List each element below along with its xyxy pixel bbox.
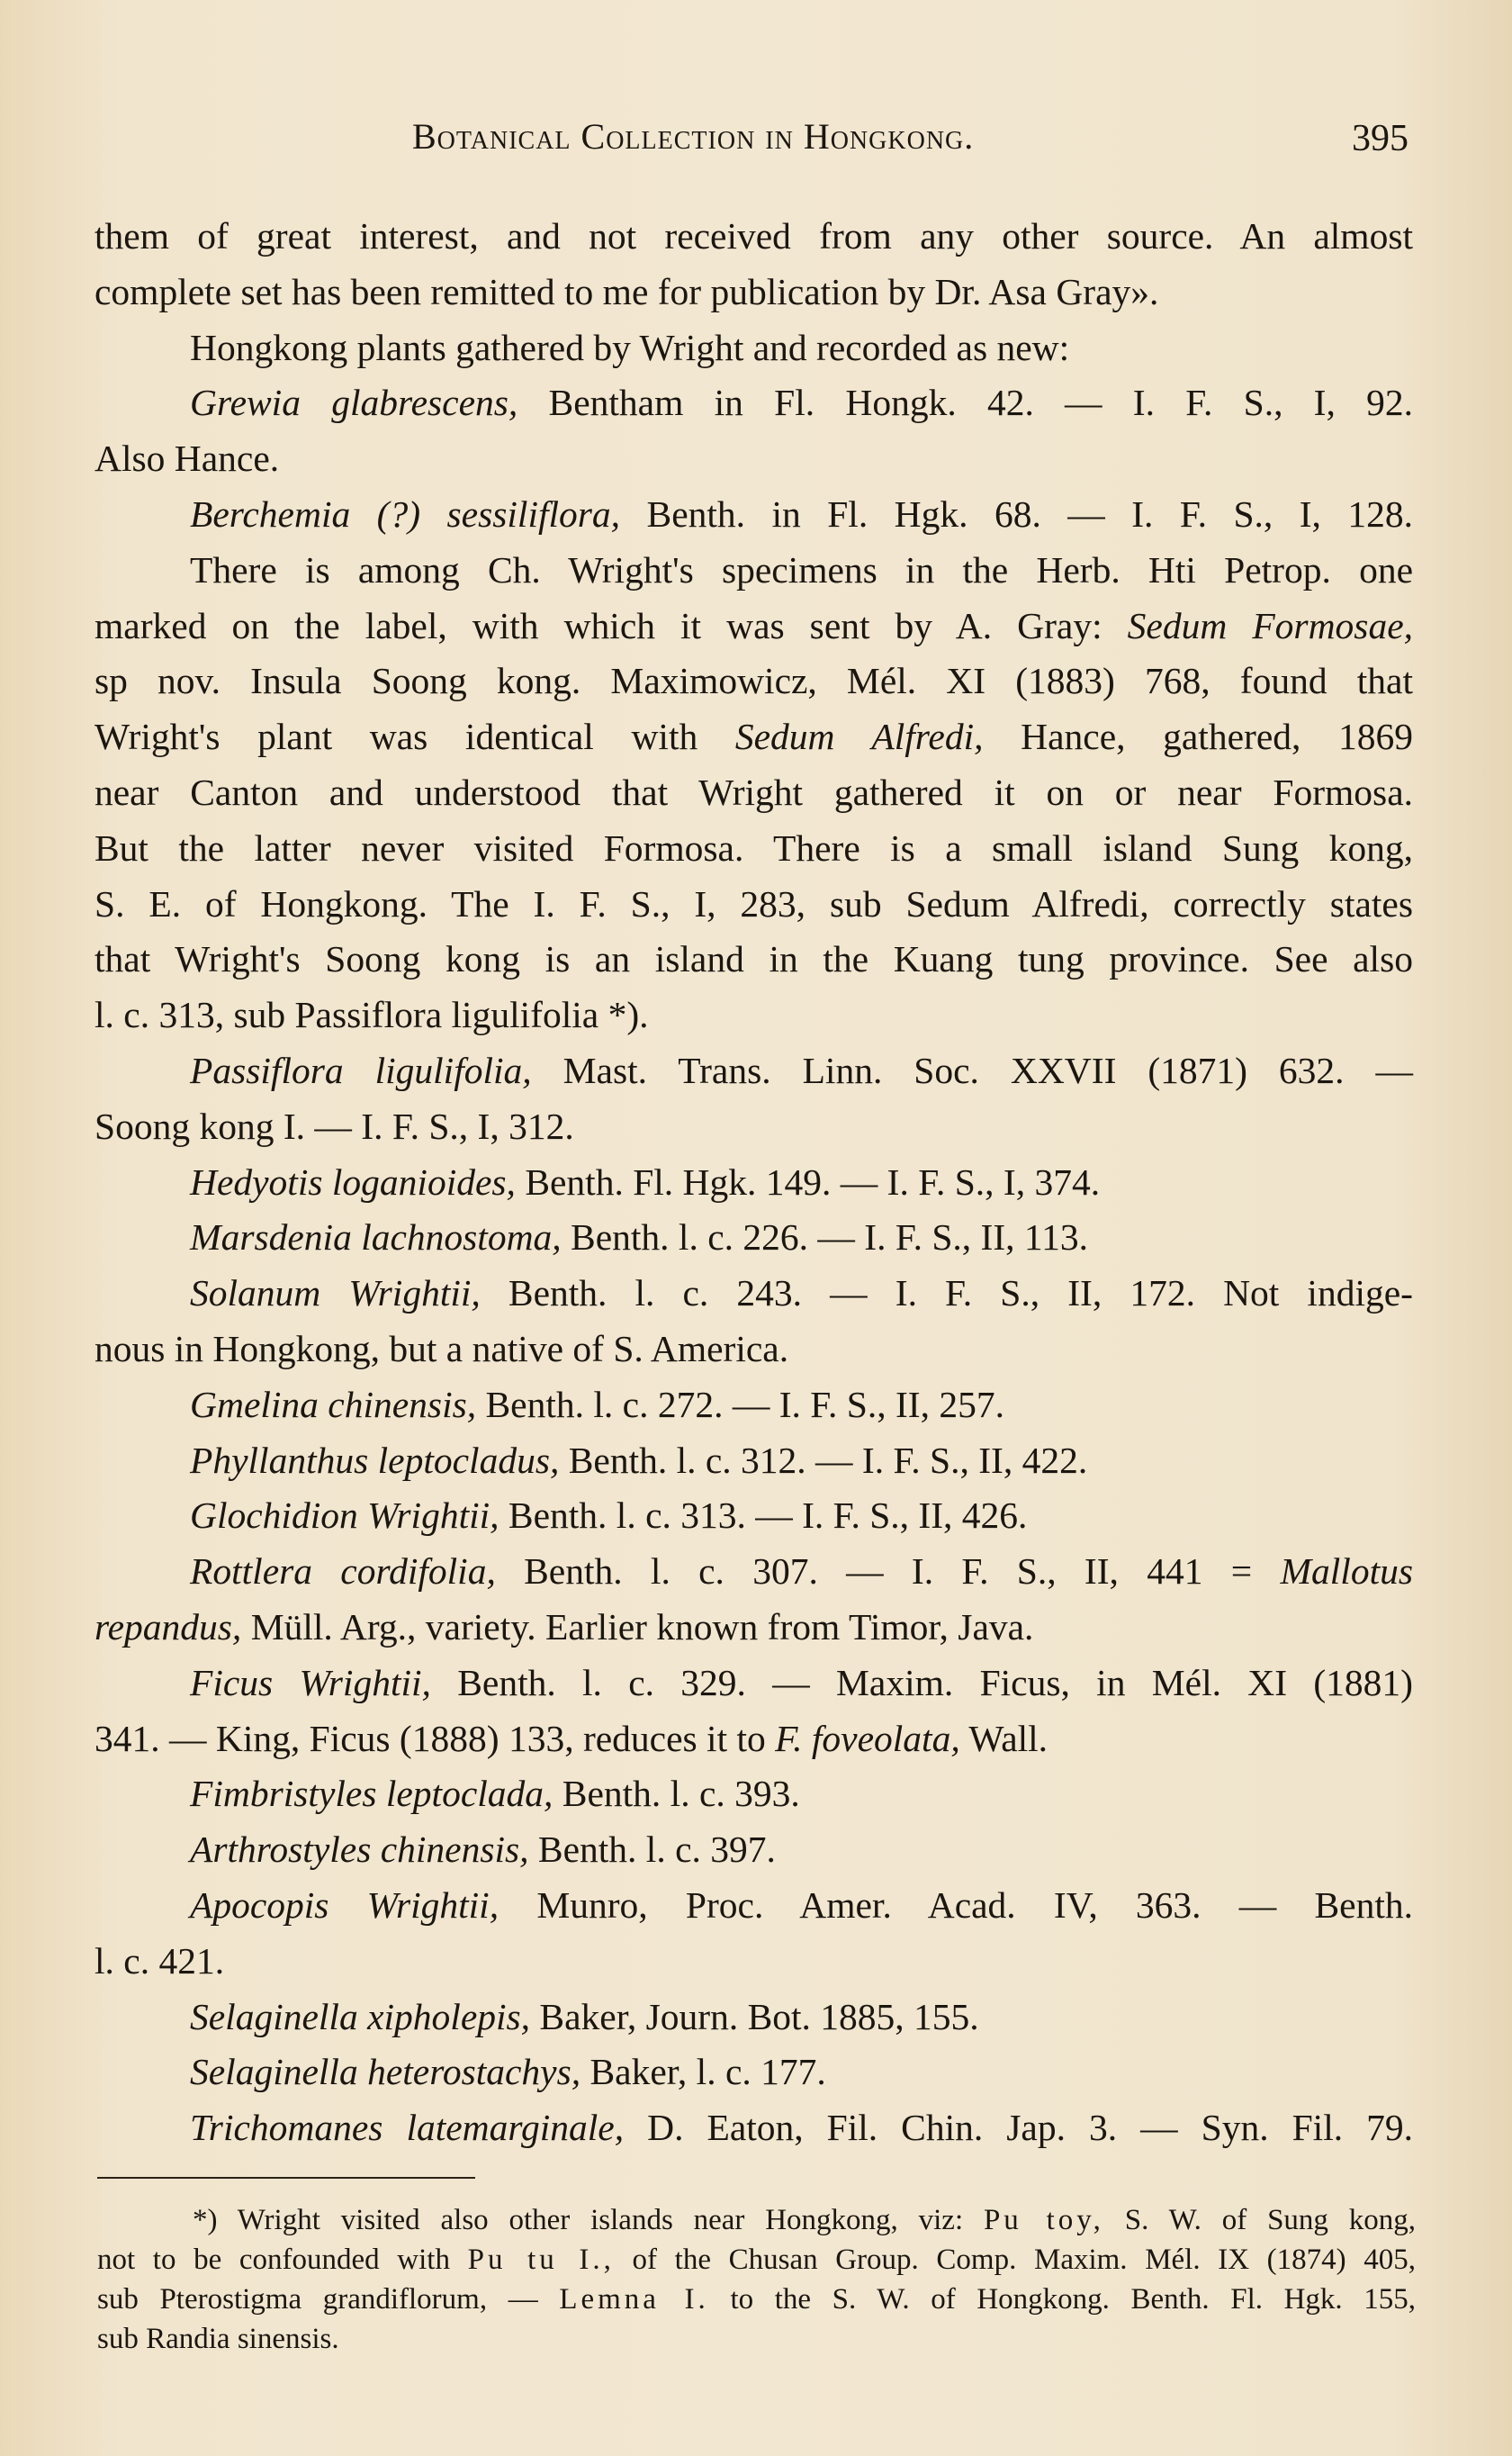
species-entry — [94, 1155, 1413, 1211]
species-reference: Benth. l. c. 312. — I. F. S., II, 422. — [568, 1439, 1088, 1481]
species-name: Apocopis Wrightii, — [190, 1883, 500, 1926]
text-line: near Canton and understood that Wright gathered it on or near Formosa. — [94, 771, 1413, 813]
text-span: S. W. of Sung kong, — [1124, 2204, 1416, 2236]
text-line — [94, 1711, 1413, 1767]
species-name: Gmelina chinensis, — [190, 1383, 477, 1425]
species-name: Selaginella heterostachys, — [190, 2051, 581, 2093]
text-line: But the latter never visited Formosa. There is a small island Sung kong, — [94, 826, 1413, 869]
species-name: Grewia glabrescens, — [190, 382, 518, 424]
species-reference: Benth. Fl. Hgk. 149. — I. F. S., I, 374. — [525, 1160, 1101, 1203]
text-line: There is among Ch. Wright's specimens in the Herb. Hti Petrop. one — [190, 548, 1413, 591]
species-reference: Benth. l. c. 272. — I. F. S., II, 257. — [485, 1383, 1005, 1425]
text-line: them of great interest, and not received from any other source. An almost — [94, 215, 1413, 257]
text-span: marked on the label, with which it was sent by A. Gray: — [94, 604, 1102, 646]
species-name: Ficus Wrightii, — [190, 1661, 431, 1703]
text-span: to the S. W. of Hongkong. Benth. Fl. Hgk. 155, — [730, 2283, 1417, 2316]
species-entry — [94, 2100, 1413, 2156]
footnote-line — [97, 2200, 1416, 2240]
species-reference: Benth. l. c. 397. — [537, 1828, 776, 1871]
species-name: repandus, — [94, 1605, 242, 1648]
species-entry — [94, 487, 1413, 543]
species-reference: Baker, Journ. Bot. 1885, 155. — [539, 1995, 979, 2037]
footnote-line — [97, 2240, 1416, 2280]
species-name: Phyllanthus leptocladus, — [190, 1439, 560, 1481]
species-entry — [94, 1822, 1413, 1878]
text-line: S. E. of Hongkong. The I. F. S., I, 283, sub Sedum Alfredi, correctly states — [94, 882, 1413, 925]
species-reference: Baker, l. c. 177. — [590, 2051, 826, 2093]
species-name: Sedum Alfredi, — [734, 716, 984, 758]
species-reference: Benth. l. c. 243. — I. F. S., II, 172. Not indige- — [508, 1272, 1413, 1314]
text-line: Soong kong I. — I. F. S., I, 312. — [94, 1105, 574, 1147]
text-line: l. c. 421. — [94, 1939, 225, 1982]
main-text — [94, 209, 1413, 2156]
footnote-divider — [97, 2177, 475, 2179]
text-span: Wall. — [968, 1717, 1048, 1759]
species-reference: Benth. l. c. 329. — Maxim. Ficus, in Mél. XI (1881) — [457, 1661, 1413, 1703]
text-line: Also Hance. — [94, 438, 280, 480]
species-entry — [94, 1544, 1413, 1600]
footnote-line: sub Randia sinensis. — [97, 2323, 339, 2355]
page-number: 395 — [1352, 118, 1408, 159]
species-reference: Munro, Proc. Amer. Acad. IV, 363. — Benth. — [536, 1883, 1413, 1926]
text-span: of the Chusan Group. Comp. Maxim. Mél. IX (1874) 405, — [632, 2244, 1417, 2276]
footnote — [97, 2200, 1416, 2359]
text-line — [94, 709, 1413, 765]
species-reference: Benth. in Fl. Hgk. 68. — I. F. S., I, 128. — [646, 492, 1414, 535]
footnote-line — [97, 2280, 1416, 2319]
species-reference: Mast. Trans. Linn. Soc. XXVII (1871) 632. — — [562, 1049, 1414, 1091]
text-line — [94, 1600, 1413, 1656]
text-span: Müll. Arg., variety. Earlier known from Timor, Java. — [250, 1605, 1034, 1648]
text-span: 341. — King, Ficus (1888) 133, reduces it to — [94, 1717, 766, 1759]
place-name: Lemna I. — [559, 2283, 709, 2316]
species-reference: Benth. l. c. 313. — I. F. S., II, 426. — [508, 1494, 1028, 1537]
species-entry — [94, 1878, 1413, 1934]
text-line: l. c. 313, sub Passiflora ligulifolia *). — [94, 994, 649, 1036]
text-line: that Wright's Soong kong is an island in the Kuang tung province. See also — [94, 938, 1413, 980]
species-entry — [94, 1377, 1413, 1433]
species-reference: D. Eaton, Fil. Chin. Jap. 3. — Syn. Fil. 79. — [647, 2107, 1413, 2149]
species-entry — [94, 1990, 1413, 2045]
species-name: Solanum Wrightii, — [190, 1272, 481, 1314]
text-line: Hongkong plants gathered by Wright and recorded as new: — [190, 326, 1070, 368]
text-span: sub Pterostigma grandiflorum, — — [97, 2283, 538, 2316]
species-entry — [94, 1043, 1413, 1099]
species-name: Arthrostyles chinensis, — [190, 1828, 529, 1871]
species-entry — [94, 1656, 1413, 1711]
species-entry — [94, 1210, 1413, 1266]
species-name: Berchemia (?) sessiliflora, — [190, 492, 621, 535]
species-name: Marsdenia lachnostoma, — [190, 1216, 562, 1259]
species-entry — [94, 1766, 1413, 1822]
species-name: F. foveolata, — [775, 1717, 960, 1759]
text-span: *) Wright visited also other islands near Hongkong, viz: — [193, 2204, 964, 2236]
species-entry — [94, 1266, 1413, 1322]
text-span: not to be confounded with — [97, 2244, 450, 2276]
species-name: Passiflora ligulifolia, — [190, 1049, 532, 1091]
species-reference: Bentham in Fl. Hongk. 42. — I. F. S., I, 92. — [548, 382, 1413, 424]
running-title: Botanical Collection in Hongkong. — [412, 116, 975, 157]
text-span: Hance, gathered, 1869 — [1021, 716, 1413, 758]
species-name: Sedum Formosae, — [1127, 604, 1414, 646]
species-reference: Benth. l. c. 226. — I. F. S., II, 113. — [571, 1216, 1089, 1259]
text-span: Wright's plant was identical with — [94, 716, 698, 758]
species-name: Mallotus — [1280, 1550, 1414, 1593]
species-entry — [94, 2045, 1413, 2100]
species-name: Glochidion Wrightii, — [190, 1494, 500, 1537]
species-name: Fimbristyles leptoclada, — [190, 1773, 554, 1815]
species-entry — [94, 375, 1413, 431]
species-reference: Benth. l. c. 393. — [562, 1773, 800, 1815]
text-line — [94, 599, 1413, 655]
place-name: Pu toy, — [983, 2204, 1104, 2236]
species-name: Hedyotis loganioides, — [190, 1160, 516, 1203]
place-name: Pu tu I., — [467, 2244, 615, 2276]
species-entry — [94, 1433, 1413, 1489]
text-line: sp nov. Insula Soong kong. Maximowicz, Mél. XI (1883) 768, found that — [94, 660, 1413, 702]
species-reference: Benth. l. c. 307. — I. F. S., II, 441 = — [524, 1550, 1253, 1593]
species-entry — [94, 1488, 1413, 1544]
text-line: nous in Hongkong, but a native of S. America. — [94, 1327, 789, 1369]
text-line: complete set has been remitted to me for publication by Dr. Asa Gray». — [94, 270, 1159, 312]
species-name: Selaginella xipholepis, — [190, 1995, 531, 2037]
species-name: Trichomanes latemarginale, — [190, 2107, 625, 2149]
page-header — [0, 115, 1512, 169]
species-name: Rottlera cordifolia, — [190, 1550, 496, 1593]
